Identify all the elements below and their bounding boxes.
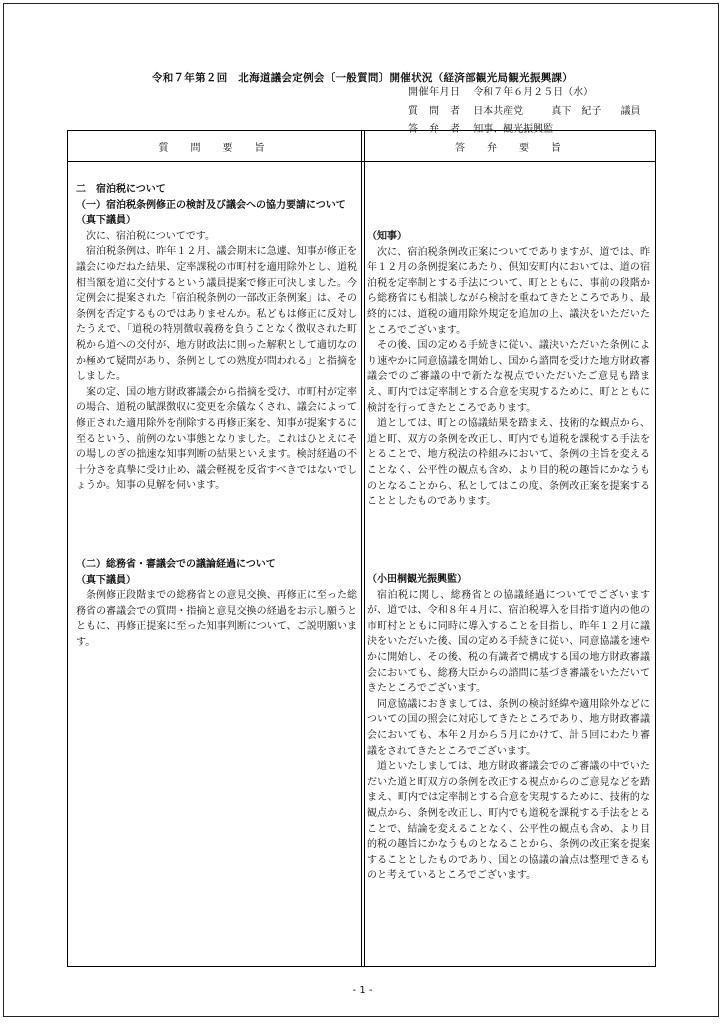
question-1-speaker: （真下議員） [76,215,136,227]
question-2-heading: （二）総務省・審議会での議論経過について [76,559,276,570]
answer-1-paragraph: その後、国の定める手続きに従い、議決いただいた条例により速やかに同意協議を開始し、国から諮問を受けた地方財政審議会でのご審議の中で新たな視点でいただいたご意見も踏まえ、町内では定率制とする合意を実現するために、町とともに検討を行ってきたところであります。 [367,340,650,414]
section-title: 二 宿泊税について [76,184,166,195]
table-column-divider-inner [364,131,365,966]
answer-2-speaker: （小田桐観光振興監） [367,574,467,585]
question-column-header: 質 問 要 旨 [158,143,271,154]
meta-respondent-label: 答 弁 者 [408,124,461,135]
answer-column-header: 答 弁 要 旨 [455,143,567,154]
meta-questioner-row [408,103,641,122]
page-title: 令和７年第２回 北海道議会定例会〔一般質問〕開催状況（経済部観光局観光振興課） [151,72,574,84]
answer-1-paragraph: 次に、宿泊税条例改正案についてでありますが、道では、昨年１２月の条例提案にあたり、倶知安町内においては、道の宿泊税を定率制とする手法について、町とともに、事前の段階から総務省にも相談しながら検討を重ねてきたところであり、最終的には、道税の適用除外規定を追加の上、議決をいただいたところでございます。 [367,246,650,336]
meta-questioner-role: 議員 [620,105,641,117]
meta-questioner-party: 日本共産党 [473,105,524,117]
page-number: - 1 - [352,985,373,996]
meta-date-label: 開催年月日 [408,87,461,98]
meta-date-value: 令和７年６月２５日（水） [473,87,594,98]
answer-2-paragraph: 道といたしましては、地方財政審議会でのご審議の中でいただいた道と町双方の条例を改正する視点からのご意見などを踏まえ、町内では定率制とする合意を実現するために、技術的な観点から、条例を改正し、町内でも道税を課税する手法をとることで、結論を変えることなく、公平性の観点も含め、より目的税の趣旨にかなうものとなることから、条例の改正案を提案することとしたものであり、国との協議の論点は整理できるものと考えているところでございます。 [367,761,650,882]
table-column-divider [361,131,362,966]
answer-section-1 [367,229,650,510]
meta-respondent-value: 知事、観光振興監 [473,124,554,135]
question-1-heading: （一）宿泊税条例修正の検討及び議会への協力要請について [76,199,346,211]
answer-1-paragraph: 道としては、町との協議結果を踏まえ、技術的な観点から、道と町、双方の条例を改正し、町内でも道税を課税する手法をとることで、地方税法の枠組みにおいて、条例の主旨を変えることなく、公平性の観点も含め、より目的税の趣旨にかなうものとなることから、私としてはこの度、条例改正案を提案することとしたものであります。 [367,418,650,508]
meta-date-row [408,84,641,103]
question-section-2 [76,557,357,651]
answer-1-speaker: （知事） [367,231,407,242]
question-1-paragraph: 案の定、国の地方財政審議会から指摘を受け、市町村が定率の場合、道税の賦課徴収に変更を余儀なくされ、議会によって修正された適用除外を削除する再修正案を、知事が提案するに至るという、前例のない事態となりました。これはひとえにその場しのぎの拙速な知事判断の結果といえます。検討経過の不十分さを真摯に受け止め、議会軽視を反省すべきではないでしょうか。知事の見解を伺います。 [76,386,357,492]
question-1-paragraph: 次に、宿泊税についてです。 [86,230,215,242]
question-2-speaker: （真下議員） [76,574,136,586]
meta-questioner-name: 真下 紀子 [551,105,602,117]
answer-2-paragraph: 宿泊税に関し、総務省との協議経過についてでございますが、道では、令和８年４月に、宿泊税導入を目指す道内の他の市町村とともに同時に導入することを目指し、昨年１２月に議決をいただいた後、国の定める手続きに従い、同意協議を速やかに開始し、その後、税の有識者で構成する国の地方財政審議会においても、総務大臣からの諮問に基づき審議をいただいてきたところでございます。 [367,589,650,695]
question-1-paragraph: 宿泊税条例は、昨年１２月、議会期末に急遽、知事が修正を議会にゆだねた結果、定率課税の市町村を適用除外とし、道税相当額を道に交付するという議員提案で修正可決しました。今定例会に提案された「宿泊税条例の一部改正条例案」は、その条例を否定するものではありませんか。私どもは修正に反対したうえで、「道税の特別徴収義務を負うことなく徴収された町税から道への交付が、地方財政法に則った解釈として適切なのか極めて疑問があり、条例としての熟度が問われる」と指摘をしました。 [76,246,357,383]
meta-questioner-label: 質 問 者 [408,105,461,117]
question-section-1 [76,182,357,494]
answer-2-paragraph: 同意協議におきましては、条例の検討経緯や適用除外などについての国の照会に対応してきたところであり、地方財政審議会においても、本年２月から５月にかけて、計５回にわたり審議をされてきたところでございます。 [367,698,650,757]
answer-section-2 [367,572,650,884]
question-2-paragraph: 条例修正段階までの総務省との意見交換、再修正に至った総務省の審議会での質問・指摘と意見交換の経過をお示し願うとともに、再修正提案に至った知事判断について、ご説明願います。 [76,590,357,648]
